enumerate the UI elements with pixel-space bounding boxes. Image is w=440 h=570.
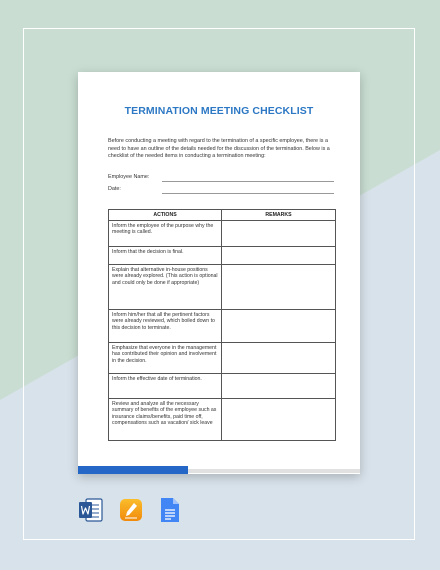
document-title: TERMINATION MEETING CHECKLIST	[124, 105, 314, 117]
checklist-table	[108, 209, 336, 441]
word-icon[interactable]	[78, 497, 104, 523]
date-line	[162, 193, 334, 194]
remarks-cell	[222, 342, 336, 373]
remarks-cell	[222, 246, 336, 264]
date-label: Date:	[108, 186, 121, 192]
table-row	[109, 220, 336, 246]
remarks-cell	[222, 309, 336, 342]
table-row	[109, 264, 336, 309]
intro-paragraph: Before conducting a meeting with regard to the termination of a specific employee, there is a need to have an outline of the details needed for the discussion of the termination. Below is a checklist of the needed items in conducting a termination meeting:	[108, 138, 330, 159]
pages-icon[interactable]	[119, 497, 143, 523]
remarks-cell	[222, 398, 336, 440]
accent-bar	[78, 466, 188, 474]
action-cell: Emphasize that everyone in the management has contributed their opinion and involvement in the decision.	[109, 342, 222, 373]
remarks-cell	[222, 373, 336, 398]
date-field	[108, 186, 334, 194]
action-cell: Inform the employee of the purpose why the meeting is called.	[109, 220, 222, 246]
remarks-header: REMARKS	[222, 210, 336, 221]
table-row	[109, 373, 336, 398]
table-row	[109, 398, 336, 440]
footer-bar	[188, 469, 360, 473]
table-row	[109, 246, 336, 264]
table-row	[109, 342, 336, 373]
table-row	[109, 309, 336, 342]
employee-name-label: Employee Name:	[108, 174, 150, 180]
document-page	[78, 72, 360, 474]
action-cell: Inform the effective date of termination.	[109, 373, 222, 398]
action-cell: Inform him/her that all the pertinent factors were already reviewed, which boiled down to this decision to terminate.	[109, 309, 222, 342]
remarks-cell	[222, 264, 336, 309]
employee-name-field	[108, 174, 334, 182]
action-cell: Review and analyze all the necessary summary of benefits of the employee such as insurance claims/benefits, paid time off, compensations such as vacation/ sick leave	[109, 398, 222, 440]
remarks-cell	[222, 220, 336, 246]
google-docs-icon[interactable]	[159, 497, 181, 523]
action-cell: Inform that the decision is final.	[109, 246, 222, 264]
actions-header: ACTIONS	[109, 210, 222, 221]
table-header-row	[109, 210, 336, 221]
employee-name-line	[162, 181, 334, 182]
action-cell: Explain that alternative in-house positions were already explored. (This action is optional and could only be done if appropriate)	[109, 264, 222, 309]
